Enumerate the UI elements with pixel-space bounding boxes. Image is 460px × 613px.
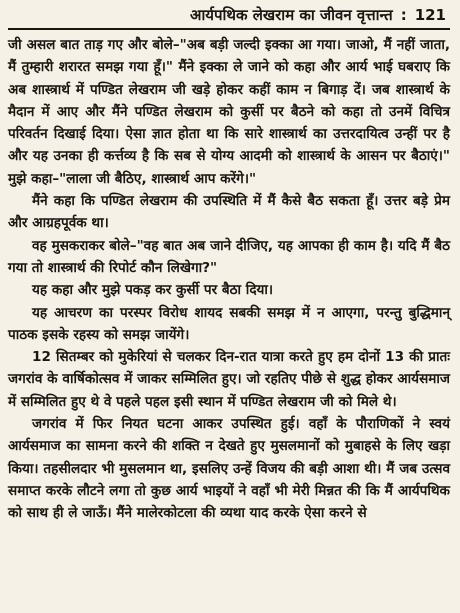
paragraph: 12 सितम्बर को मुकेरियां से चलकर दिन-रात यात्रा करते हुए हम दोनों 13 की प्रातः जगरांव के वार्षिकोत्सव में जाकर सम्मिलित हुए। जो रहतिए पीछे से शुद्ध होकर आर्यसमाज में सम्मिलित हुए थे वे पहले पहल इसी स्थान में पण्डित लेखराम जी को मिले थे। bbox=[8, 349, 450, 410]
running-title: आर्यपथिक लेखराम का जीवन वृत्तान्त bbox=[189, 6, 393, 24]
page-number: 121 bbox=[414, 6, 446, 24]
header-separator: : bbox=[400, 6, 407, 24]
paragraph: वह मुसकराकर बोले–"वह बात अब जाने दीजिए, यह आपका ही काम है। यदि मैं बैठ गया तो शास्त्रार्थ की रिपोर्ट कौन लिखेगा?" bbox=[8, 237, 450, 276]
header-rule bbox=[8, 28, 450, 30]
paragraph: यह कहा और मुझे पकड़ कर कुर्सी पर बैठा दिया। bbox=[32, 282, 274, 299]
paragraph: जगरांव में फिर नियत घटना आकर उपस्थित हुई। वहाँ के पौराणिकों ने स्वयं आर्यसमाज का सामना करने की शक्ति न देखते हुए मुसलमानों को मुबाहसे के लिए खड़ा किया। तहसीलदार भी मुसलमान था, इसलिए उन्हें विजय की बड़ी आशा थी। मैं जब उत्सव समाप्त करके लौटने लगा तो कुछ आर्य भाइयों ने वहाँ भी मेरी मिन्नत की कि मैं आर्यपथिक को साथ ही ले जाऊँ। मैंने मालेरकोटला की व्यथा याद करके ऐसा करने से bbox=[8, 416, 450, 522]
paragraph: यह आचरण का परस्पर विरोध शायद सबकी समझ में न आएगा, परन्तु बुद्धिमान् पाठक इसके रहस्य को समझ जायेंगे। bbox=[8, 304, 450, 343]
running-header bbox=[8, 4, 450, 26]
page-body bbox=[8, 34, 450, 525]
paragraph-continued: जी असल बात ताड़ गए और बोले–"अब बड़ी जल्दी इक्का आ गया। जाओ, मैं नहीं जाता, मैं तुम्हारी शरारत समझ गया हूँ।" मैंने इक्का ले जाने को कहा और आर्य भाई घबराए कि अब शास्त्रार्थ में पण्डित लेखराम जी खड़े होकर कहीं काम न बिगाड़ दें। जब शास्त्रार्थ के मैदान में आए और मैंने पण्डित लेखराम को कुर्सी पर बैठने को कहा तो उनमें विचित्र परिवर्तन दिखाई दिया। ऐसा ज्ञात होता था कि सारे शास्त्रार्थ का उत्तरदायित्व उन्हीं पर है और यह उनका ही कर्त्तव्य है कि सब से योग्य आदमी को शास्त्रार्थ के आसन पर बैठाएं।" मुझे कहा–"लाला जी बैठिए, शास्त्रार्थ आप करेंगे।" bbox=[8, 37, 450, 187]
paragraph: मैंने कहा कि पण्डित लेखराम की उपस्थिति में मैं कैसे बैठ सकता हूँ। उत्तर बड़े प्रेम और आग्रहपूर्वक था। bbox=[8, 193, 450, 232]
